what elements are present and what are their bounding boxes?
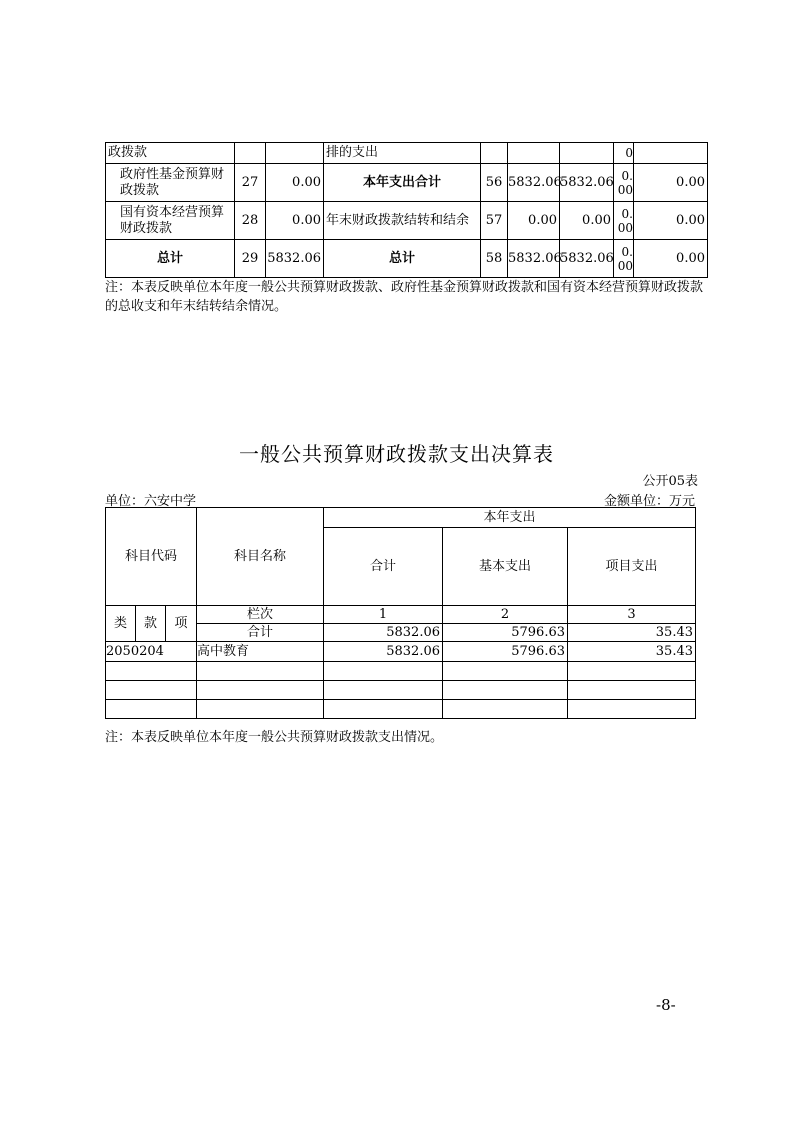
table-row — [106, 202, 708, 240]
page-number: -8- — [656, 996, 676, 1014]
row-label: 政府性基金预算财政拨款 — [106, 164, 235, 202]
cell-value: 0.00 — [266, 164, 324, 202]
empty-row — [106, 662, 696, 681]
row-basic: 5796.63 — [443, 642, 568, 662]
header-basic-expense: 基本支出 — [443, 528, 568, 606]
header-current-year-expense: 本年支出 — [324, 508, 696, 528]
column-index: 1 — [324, 606, 443, 624]
sum-label: 合计 — [197, 624, 324, 642]
table-row — [106, 642, 696, 662]
row-label: 总计 — [106, 240, 235, 278]
cell-value: 5832.06 — [560, 240, 614, 278]
header-subject-name: 科目名称 — [197, 508, 324, 606]
cell-value: 0.00 — [614, 202, 634, 240]
table-row — [106, 240, 708, 278]
row-label: 年末财政拨款结转和结余 — [324, 202, 481, 240]
row-number: 28 — [235, 202, 266, 240]
header-kuan: 款 — [136, 606, 166, 642]
general-budget-expense-table — [105, 507, 696, 719]
row-number: 57 — [481, 202, 508, 240]
table-note: 注：本表反映单位本年度一般公共预算财政拨款支出情况。 — [105, 730, 444, 745]
row-number: 29 — [235, 240, 266, 278]
header-project-expense: 项目支出 — [568, 528, 696, 606]
section-title: 一般公共预算财政拨款支出决算表 — [239, 442, 554, 466]
cell-value: 0.00 — [634, 240, 708, 278]
row-number: 56 — [481, 164, 508, 202]
row-number: 27 — [235, 164, 266, 202]
column-index: 3 — [568, 606, 696, 624]
header-total: 合计 — [324, 528, 443, 606]
subject-code: 2050204 — [106, 642, 197, 662]
header-subject-code: 科目代码 — [106, 508, 197, 606]
cell-value: 0.00 — [266, 202, 324, 240]
row-label: 总计 — [324, 240, 481, 278]
column-index: 2 — [443, 606, 568, 624]
header-lei: 类 — [106, 606, 136, 642]
fiscal-summary-table-continued — [105, 142, 708, 278]
cell-value: 5832.06 — [508, 164, 560, 202]
cell-value: 5832.06 — [266, 240, 324, 278]
cell-value: 0.00 — [614, 164, 634, 202]
table-note: 注：本表反映单位本年度一般公共预算财政拨款、政府性基金预算财政拨款和国有资本经营预算财政拨款的总收支和年末结转结余情况。 — [105, 280, 704, 314]
column-index-label: 栏次 — [197, 606, 324, 624]
cell-value: 5832.06 — [560, 164, 614, 202]
unit-label: 单位：六安中学 — [105, 494, 197, 509]
cell-value: 0.00 — [508, 202, 560, 240]
sum-project: 35.43 — [568, 624, 696, 642]
subject-name: 高中教育 — [197, 642, 324, 662]
empty-row — [106, 681, 696, 700]
money-unit-label: 金额单位：万元 — [603, 494, 695, 509]
sum-total: 5832.06 — [324, 624, 443, 642]
sum-basic: 5796.63 — [443, 624, 568, 642]
row-label: 排的支出 — [324, 143, 481, 164]
cell-value: 0.00 — [634, 202, 708, 240]
cell-value: 0 — [614, 143, 634, 164]
cell-value: 0.00 — [614, 240, 634, 278]
empty-row — [106, 700, 696, 719]
row-label: 国有资本经营预算财政拨款 — [106, 202, 235, 240]
cell-value: 5832.06 — [508, 240, 560, 278]
row-label: 本年支出合计 — [324, 164, 481, 202]
table-row — [106, 143, 708, 164]
row-project: 35.43 — [568, 642, 696, 662]
cell-value: 0.00 — [560, 202, 614, 240]
row-total: 5832.06 — [324, 642, 443, 662]
row-number: 58 — [481, 240, 508, 278]
row-label: 政拨款 — [106, 143, 235, 164]
header-xiang: 项 — [166, 606, 197, 642]
table-number: 公开05表 — [642, 474, 698, 489]
table-row — [106, 164, 708, 202]
cell-value: 0.00 — [634, 164, 708, 202]
